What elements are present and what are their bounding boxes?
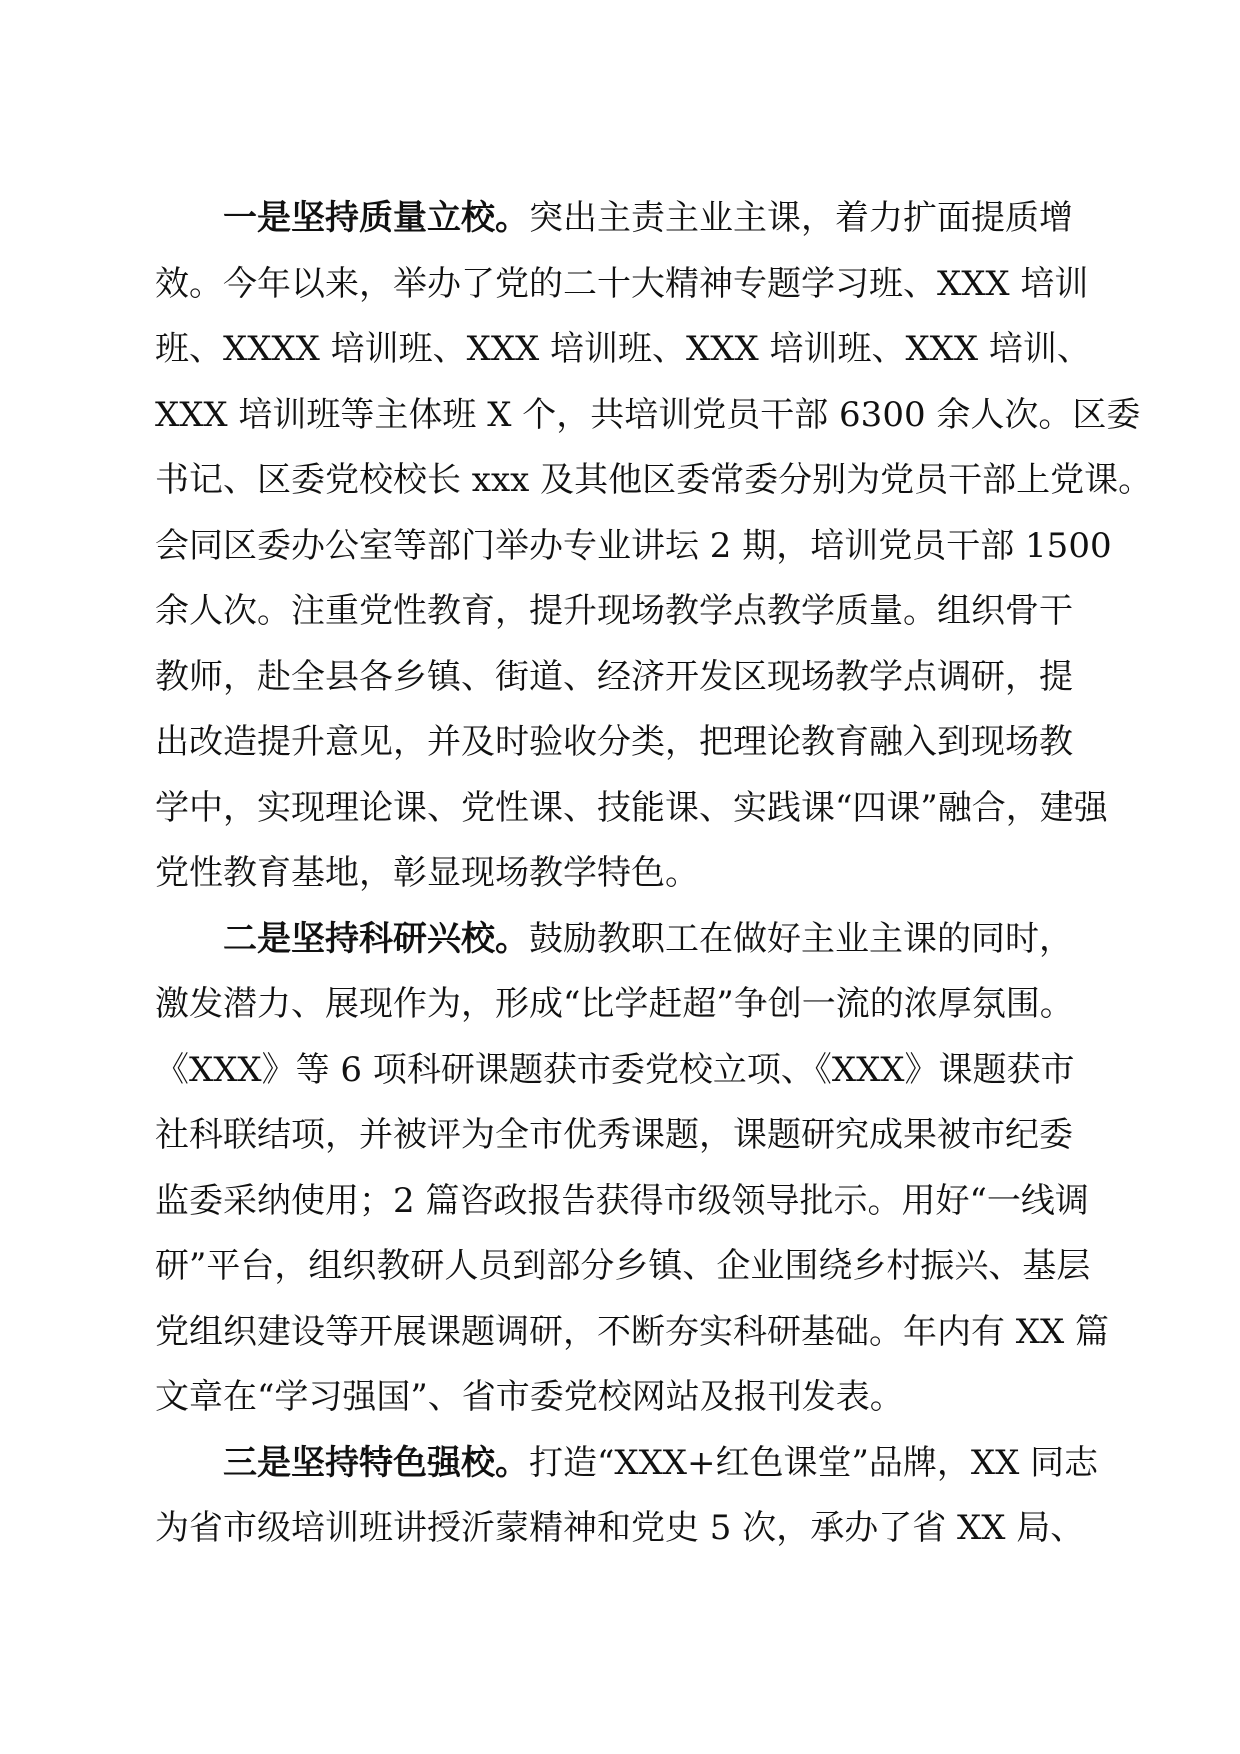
paragraph-2-line-6: 研”平台，组织教研人员到部分乡镇、企业围绕乡村振兴、基层	[155, 1246, 1091, 1286]
paragraph-2-heading: 二是坚持科研兴校。	[223, 918, 529, 959]
paragraph-1-line-10: 学中，实现理论课、党性课、技能课、实践课“四课”融合，建强	[155, 787, 1108, 828]
paragraph-1-line-8: 教师，赴全县各乡镇、街道、经济开发区现场教学点调研，提	[155, 656, 1073, 697]
paragraph-2-line-5: 监委采纳使用；2 篇咨政报告获得市级领导批示。用好“一线调	[155, 1180, 1089, 1221]
paragraph-3-line-2: 为省市级培训班讲授沂蒙精神和党史 5 次，承办了省 XX 局、	[155, 1508, 1085, 1548]
paragraph-1-line-1	[155, 186, 1095, 252]
paragraph-1-line-6: 会同区委办公室等部门举办专业讲坛 2 期，培训党员干部 1500	[155, 525, 1112, 566]
paragraph-2-text: 鼓励教职工在做好主业主课的同时，	[529, 918, 1073, 959]
paragraph-2-line-1	[155, 907, 1095, 973]
paragraph-3-heading: 三是坚持特色强校。	[223, 1442, 529, 1483]
paragraph-1-text: 突出主责主业主课，着力扩面提质增	[529, 198, 1073, 238]
body-text	[155, 186, 1153, 1562]
paragraph-1-line-2: 效。今年以来，举办了党的二十大精神专题学习班、XXX 培训	[155, 263, 1089, 304]
paragraph-1-line-7: 余人次。注重党性教育，提升现场教学点教学质量。组织骨干	[155, 591, 1073, 631]
paragraph-3-line-1	[155, 1431, 1099, 1497]
paragraph-1-line-3: 班、XXXX 培训班、XXX 培训班、XXX 培训班、XXX 培训、	[155, 329, 1091, 369]
paragraph-1-heading: 一是坚持质量立校。	[223, 198, 529, 238]
paragraph-2-line-7: 党组织建设等开展课题调研，不断夯实科研基础。年内有 XX 篇	[155, 1311, 1110, 1352]
paragraph-1-line-5: 书记、区委党校校长 xxx 及其他区委常委分别为党员干部上党课。	[155, 460, 1153, 500]
paragraph-2-line-3: 《XXX》等 6 项科研课题获市委党校立项、《XXX》课题获市	[155, 1049, 1075, 1090]
paragraph-1-line-9: 出改造提升意见，并及时验收分类，把理论教育融入到现场教	[155, 722, 1073, 762]
paragraph-2-line-4: 社科联结项，并被评为全市优秀课题，课题研究成果被市纪委	[155, 1115, 1073, 1155]
paragraph-2-line-8: 文章在“学习强国”、省市委党校网站及报刊发表。	[155, 1377, 904, 1417]
paragraph-1-line-11: 党性教育基地，彰显现场教学特色。	[155, 853, 699, 893]
paragraph-2-line-2: 激发潜力、展现作为，形成“比学赶超”争创一流的浓厚氛围。	[155, 984, 1074, 1024]
paragraph-3-text: 打造“XXX+红色课堂”品牌，XX 同志	[529, 1442, 1099, 1483]
paragraph-1-line-4: XXX 培训班等主体班 X 个，共培训党员干部 6300 余人次。区委	[155, 394, 1141, 435]
